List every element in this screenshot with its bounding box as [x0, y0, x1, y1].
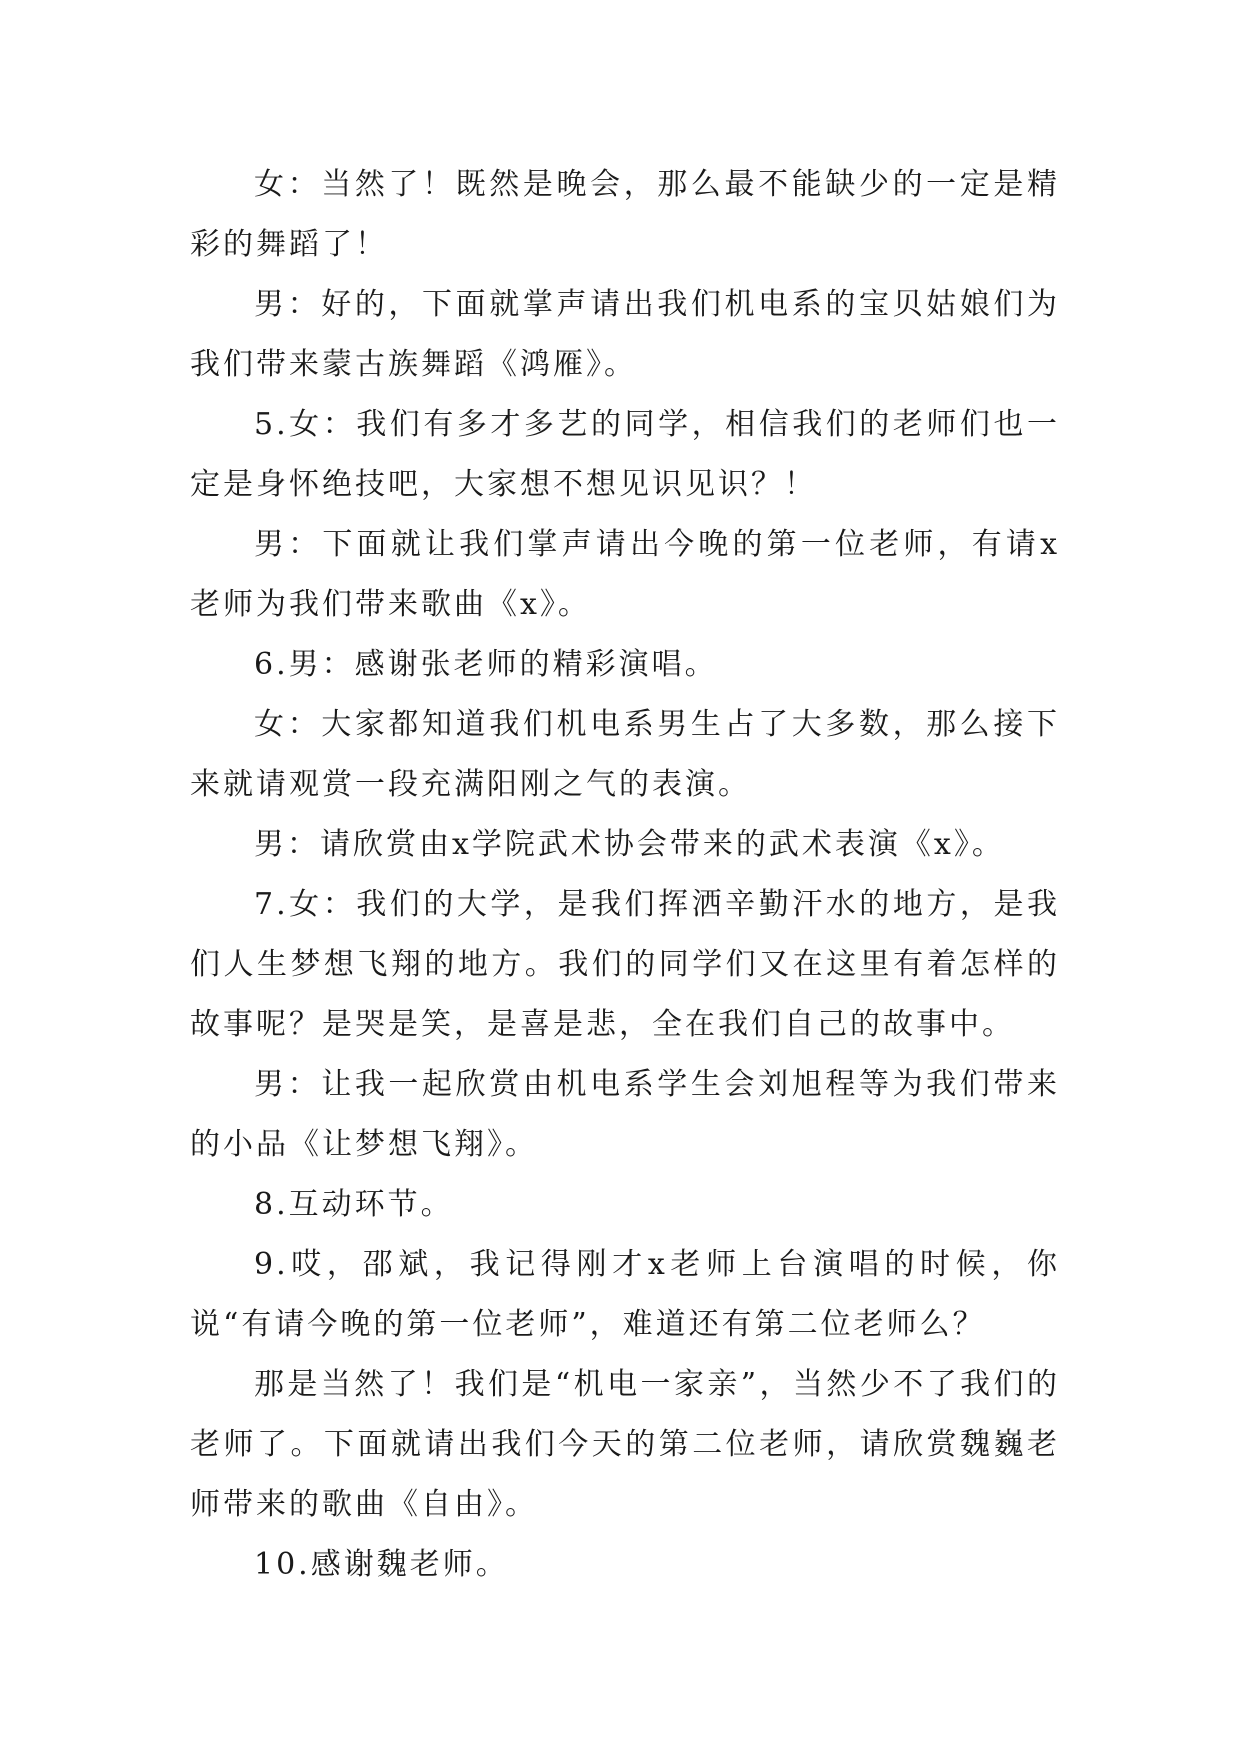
paragraph-10: 8.互动环节。	[254, 1187, 454, 1222]
paragraph-2: 男：好的，下面就掌声请出我们机电系的宝贝姑娘们为我们带来蒙古族舞蹈《鸿雁》。	[190, 287, 1060, 382]
paragraph-7: 男：请欣赏由x学院武术协会带来的武术表演《x》。	[254, 827, 1005, 862]
paragraph-5: 6.男：感谢张老师的精彩演唱。	[254, 647, 718, 682]
document-body	[190, 155, 1060, 1595]
paragraph-11: 9.哎，邵斌，我记得刚才x老师上台演唱的时候，你说“有请今晚的第一位老师”，难道还有第二位老师么？	[190, 1247, 1060, 1342]
paragraph-4: 男：下面就让我们掌声请出今晚的第一位老师，有请x老师为我们带来歌曲《x》。	[190, 527, 1060, 622]
paragraph-3: 5.女：我们有多才多艺的同学，相信我们的老师们也一定是身怀绝技吧，大家想不想见识见识？！	[190, 407, 1060, 502]
paragraph-8: 7.女：我们的大学，是我们挥洒辛勤汗水的地方，是我们人生梦想飞翔的地方。我们的同学们又在这里有着怎样的故事呢？是哭是笑，是喜是悲，全在我们自己的故事中。	[190, 887, 1060, 1042]
paragraph-1: 女：当然了！既然是晚会，那么最不能缺少的一定是精彩的舞蹈了！	[190, 167, 1060, 262]
paragraph-6: 女：大家都知道我们机电系男生占了大多数，那么接下来就请观赏一段充满阳刚之气的表演。	[190, 707, 1060, 802]
paragraph-9: 男：让我一起欣赏由机电系学生会刘旭程等为我们带来的小品《让梦想飞翔》。	[190, 1067, 1060, 1162]
paragraph-12: 那是当然了！我们是“机电一家亲”，当然少不了我们的老师了。下面就请出我们今天的第二位老师，请欣赏魏巍老师带来的歌曲《自由》。	[190, 1367, 1060, 1522]
paragraph-13: 10.感谢魏老师。	[254, 1547, 509, 1582]
